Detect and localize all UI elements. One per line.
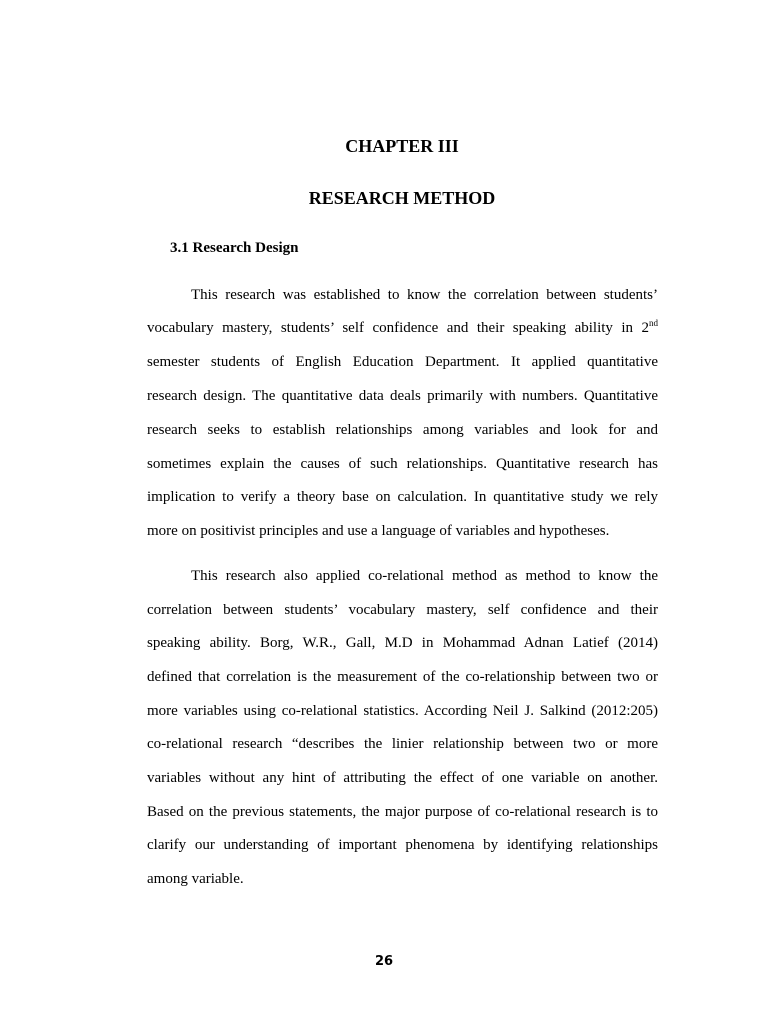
paragraph-line: defined that correlation is the measurement of the co-relationship between two or bbox=[147, 669, 658, 685]
ordinal-superscript: nd bbox=[649, 318, 658, 328]
paragraph-line bbox=[147, 318, 658, 338]
chapter-heading: CHAPTER III bbox=[345, 136, 459, 156]
paragraph-line: research design. The quantitative data deals primarily with numbers. Quantitative bbox=[147, 388, 658, 404]
paragraph-line: implication to verify a theory base on calculation. In quantitative study we rely bbox=[147, 489, 658, 505]
paragraph-line: This research also applied co-relational method as method to know the bbox=[191, 568, 658, 584]
paragraph-line: co-relational research “describes the linier relationship between two or more bbox=[147, 736, 658, 752]
paragraph-line: semester students of English Education Department. It applied quantitative bbox=[147, 354, 658, 370]
paragraph-line: Based on the previous statements, the major purpose of co-relational research is to bbox=[147, 804, 658, 820]
paragraph-line: correlation between students’ vocabulary mastery, self confidence and their bbox=[147, 602, 658, 618]
paragraph-line: more variables using co-relational statistics. According Neil J. Salkind (2012:205) bbox=[147, 703, 658, 719]
paragraph-line: variables without any hint of attributing the effect of one variable on another. bbox=[147, 770, 658, 786]
paragraph-line: This research was established to know the correlation between students’ bbox=[191, 287, 658, 303]
paragraph-line: sometimes explain the causes of such relationships. Quantitative research has bbox=[147, 456, 658, 472]
paragraph-line: clarify our understanding of important phenomena by identifying relationships bbox=[147, 837, 658, 853]
page-number: 26 bbox=[374, 954, 394, 969]
section-heading: 3.1 Research Design bbox=[170, 240, 299, 256]
paragraph-line: speaking ability. Borg, W.R., Gall, M.D in Mohammad Adnan Latief (2014) bbox=[147, 635, 658, 651]
line-text: vocabulary mastery, students’ self confidence and their speaking ability in 2 bbox=[147, 320, 649, 336]
paragraph-line: among variable. bbox=[147, 871, 244, 887]
paragraph-line: research seeks to establish relationships among variables and look for and bbox=[147, 422, 658, 438]
paragraph-line: more on positivist principles and use a language of variables and hypotheses. bbox=[147, 523, 610, 539]
chapter-title: RESEARCH METHOD bbox=[308, 188, 496, 208]
